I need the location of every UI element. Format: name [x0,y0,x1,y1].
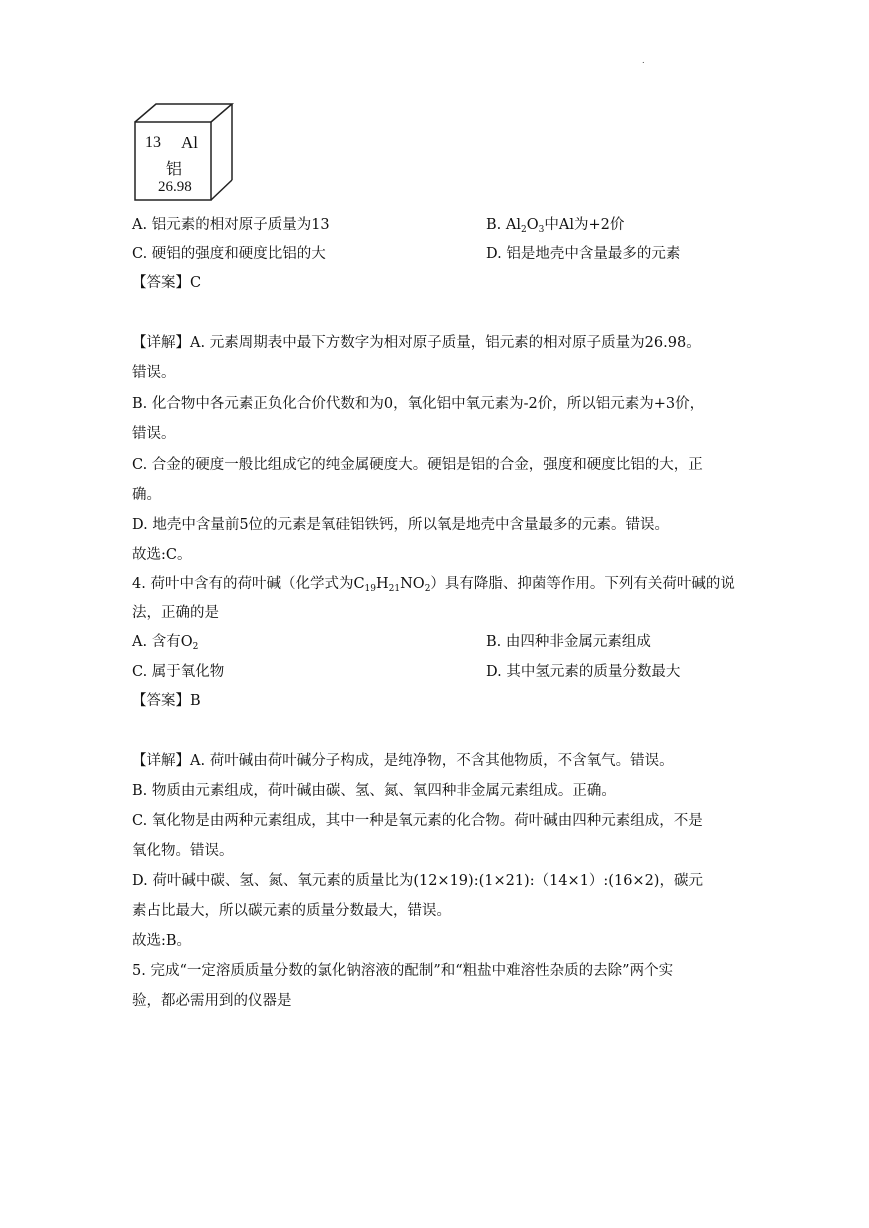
q4-stem-line: 法，正确的是 [132,605,219,621]
aluminium-element-tile [132,100,236,204]
q5-stem-line: 5. 完成“一定溶质质量分数的氯化钠溶液的配制”和“粗盐中难溶性杂质的去除”两个实 [132,963,674,979]
q4-explanation-line: C. 氧化物是由两种元素组成，其中一种是氧元素的化合物。荷叶碱由四种元素组成，不是 [132,813,703,829]
q3-option-c: C. 硬铝的强度和硬度比铝的大 [132,246,326,262]
q3-explanation-line: D. 地壳中含量前5位的元素是氧硅铝铁钙，所以氧是地壳中含量最多的元素。错误。 [132,517,670,533]
q4-explanation-line: B. 物质由元素组成，荷叶碱由碳、氢、氮、氧四种非金属元素组成。正确。 [132,783,616,799]
q4-option-a: A. 含有$O_2$ [132,634,199,652]
q3-explanation-line: 故选:C。 [132,547,192,563]
element-symbol: Al [181,133,198,152]
q5-stem-line: 验，都必需用到的仪器是 [132,993,292,1009]
q4-stem-line: 4. 荷叶中含有的荷叶碱（化学式为$C_{19}H_{21}NO_2$）具有降脂、抑菌等作用。下列有关荷叶碱的说 [132,576,735,594]
q4-option-d: D. 其中氢元素的质量分数最大 [486,664,681,680]
q3-explanation-line: C. 合金的硬度一般比组成它的纯金属硬度大。硬铝是铝的合金，强度和硬度比铝的大，正 [132,457,703,473]
q3-answer: 【答案】C [132,275,202,291]
q3-explanation-line: B. 化合物中各元素正负化合价代数和为0，氧化铝中氧元素为-2价，所以铝元素为+3价， [132,396,705,412]
q4-explanation-line: D. 荷叶碱中碳、氢、氮、氧元素的质量比为(12×19):(1×21):（14×1）:(16×2)，碳元 [132,873,703,889]
q4-explanation-line: 故选:B。 [132,933,192,949]
q3-explanation-line: 【详解】A. 元素周期表中最下方数字为相对原子质量，铝元素的相对原子质量为26.98。 [132,335,701,351]
q4-explanation-line: 素占比最大，所以碳元素的质量分数最大，错误。 [132,903,451,919]
q4-answer: 【答案】B [132,693,201,709]
atomic-mass: 26.98 [158,179,192,195]
q3-option-a: A. 铝元素的相对原子质量为13 [132,217,330,233]
q4-explanation-line: 氧化物。错误。 [132,843,234,859]
q4-explanation-line: 【详解】A. 荷叶碱由荷叶碱分子构成，是纯净物，不含其他物质，不含氧气。错误。 [132,753,674,769]
element-name: 铝 [166,159,183,178]
q3-explanation-line: 错误。 [132,426,176,442]
q3-explanation-line: 错误。 [132,365,176,381]
header-dot: . [642,56,645,65]
q3-option-d: D. 铝是地壳中含量最多的元素 [486,246,681,262]
q4-option-b: B. 由四种非金属元素组成 [486,634,651,650]
atomic-number: 13 [145,134,161,151]
q4-option-c: C. 属于氧化物 [132,664,225,680]
q3-option-b: B. $Al_2O_3$中Al为+2价 [486,217,625,235]
q3-explanation-line: 确。 [132,487,161,503]
